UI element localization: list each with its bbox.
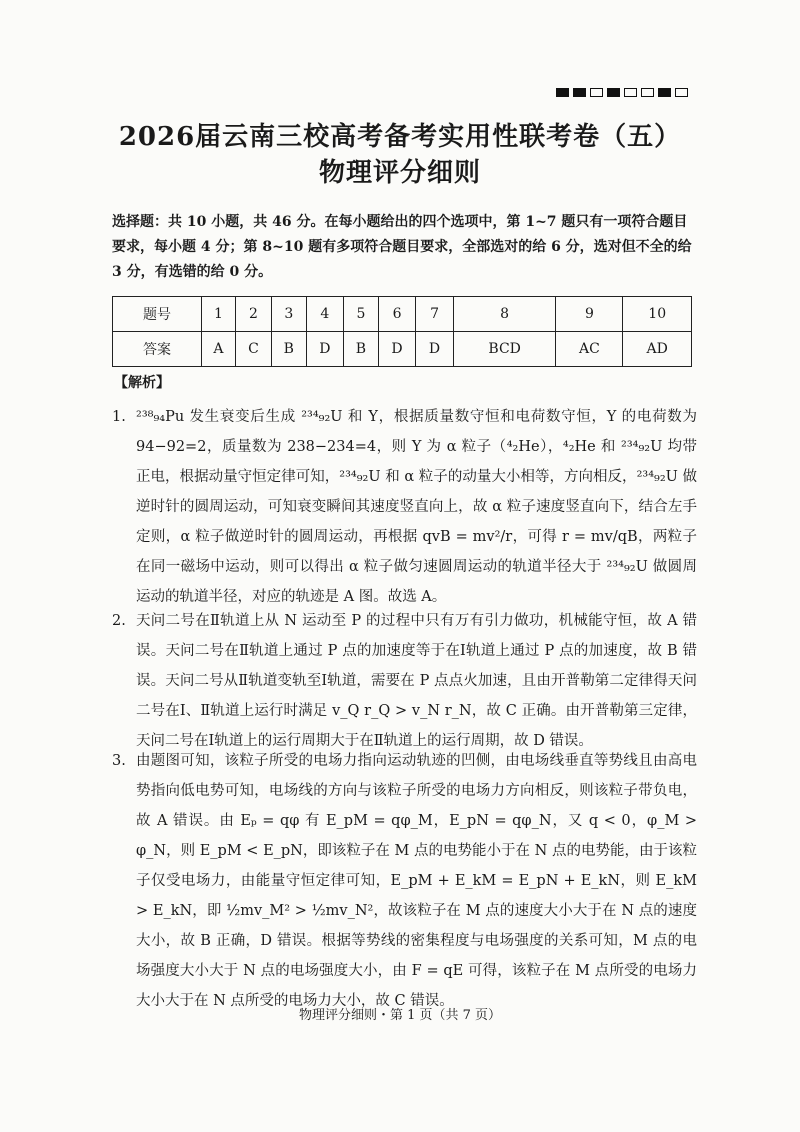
- exam-subtitle: 物理评分细则: [318, 158, 481, 188]
- exam-title: 2026届云南三校高考备考实用性联考卷（五）: [118, 122, 682, 152]
- answer-row: [113, 332, 692, 367]
- answer-key-table: [112, 296, 692, 367]
- page-footer: 物理评分细则・第 1 页（共 7 页）: [298, 1008, 502, 1023]
- analysis-heading: 【解析】: [114, 375, 170, 391]
- question-number: 10: [623, 297, 692, 332]
- row-label: 题号: [113, 297, 202, 332]
- answer-cell: D: [416, 332, 454, 367]
- question-number: 1: [201, 297, 235, 332]
- item-text: 由题图可知，该粒子所受的电场力指向运动轨迹的凹侧，由电场线垂直等势线且由高电势指向低电势可知，电场线的方向与该粒子所受的电场力方向相反，则该粒子带负电，故 A 错误。由 Eₚ = qφ 有 E_pM = qφ_M，E_pN = qφ_N，又 q < 0，φ_M > φ_N，则 E_pM < E_pN，即该粒子在 M 点的电势能小于在 N 点的电势能，由于该粒子仅受电场力，由能量守恒定律可知，E_pM + E_kM = E_pN + E_kN，则 E_kM > E_kN，即 ½mv_M² > ½mv_N²，故该粒子在 M 点的速度大小大于在 N 点的速度大小，故 B 正确，D 错误。根据等势线的密集程度与电场强度的关系可知，M 点的电场强度大小大于 N 点的电场强度大小，由 F = qE 可得，该粒子在 M 点所受的电场力大小大于在 N 点所受的电场力大小，故 C 错误。: [136, 753, 697, 1009]
- item-number: 2.: [112, 613, 126, 629]
- answer-cell: A: [201, 332, 235, 367]
- page-mark: [573, 88, 586, 97]
- multiple-choice-instructions: 选择题：共 10 小题，共 46 分。在每小题给出的四个选项中，第 1~7 题只有一项符合题目要求，每小题 4 分；第 8~10 题有多项符合题目要求，全部选对的给 6 分，选对但不全的给 3 分，有选错的给 0 分。: [112, 214, 692, 280]
- solution-item: [112, 402, 697, 612]
- page-marks: [556, 88, 688, 97]
- item-number: 1.: [112, 409, 126, 425]
- answer-cell: B: [344, 332, 379, 367]
- question-number: 3: [271, 297, 306, 332]
- item-text: 天问二号在Ⅱ轨道上从 N 运动至 P 的过程中只有万有引力做功，机械能守恒，故 A 错误。天问二号在Ⅱ轨道上通过 P 点的加速度等于在Ⅰ轨道上通过 P 点的加速度，故 B 错误。天问二号从Ⅱ轨道变轨至Ⅰ轨道，需要在 P 点点火加速，且由开普勒第二定律得天问二号在Ⅰ、Ⅱ轨道上运行时满足 v_Q r_Q > v_N r_N，故 C 正确。由开普勒第三定律，天问二号在Ⅰ轨道上的运行周期大于在Ⅱ轨道上的运行周期，故 D 错误。: [136, 613, 697, 749]
- page-mark: [658, 88, 671, 97]
- page-mark: [624, 88, 637, 97]
- answer-cell: AC: [556, 332, 623, 367]
- page-mark: [556, 88, 569, 97]
- item-number: 3.: [112, 753, 126, 769]
- row-label: 答案: [113, 332, 202, 367]
- item-text: ²³⁸₉₄Pu 发生衰变后生成 ²³⁴₉₂U 和 Y，根据质量数守恒和电荷数守恒，Y 的电荷数为 94−92=2，质量数为 238−234=4，则 Y 为 α 粒子（⁴₂He），⁴₂He 和 ²³⁴₉₂U 均带正电，根据动量守恒定律可知，²³⁴₉₂U 和 α 粒子的动量大小相等，方向相反，²³⁴₉₂U 做逆时针的圆周运动，可知衰变瞬间其速度竖直向上，故 α 粒子速度竖直向下，结合左手定则，α 粒子做逆时针的圆周运动，再根据 qvB = mv²/r，可得 r = mv/qB，两粒子在同一磁场中运动，则可以得出 α 粒子做匀速圆周运动的轨道半径大于 ²³⁴₉₂U 做圆周运动的轨道半径，对应的轨迹是 A 图。故选 A。: [136, 409, 697, 605]
- page-mark: [641, 88, 654, 97]
- question-number: 8: [453, 297, 556, 332]
- answer-cell: C: [236, 332, 272, 367]
- question-number: 7: [416, 297, 454, 332]
- page-mark: [590, 88, 603, 97]
- answer-cell: AD: [623, 332, 692, 367]
- solution-item: [112, 746, 697, 1016]
- question-number-row: [113, 297, 692, 332]
- question-number: 9: [556, 297, 623, 332]
- answer-cell: D: [378, 332, 416, 367]
- question-number: 5: [344, 297, 379, 332]
- answer-cell: B: [271, 332, 306, 367]
- solution-item: [112, 606, 697, 756]
- question-number: 4: [306, 297, 344, 332]
- question-number: 2: [236, 297, 272, 332]
- answer-cell: BCD: [453, 332, 556, 367]
- page-mark: [675, 88, 688, 97]
- answer-cell: D: [306, 332, 344, 367]
- page-mark: [607, 88, 620, 97]
- question-number: 6: [378, 297, 416, 332]
